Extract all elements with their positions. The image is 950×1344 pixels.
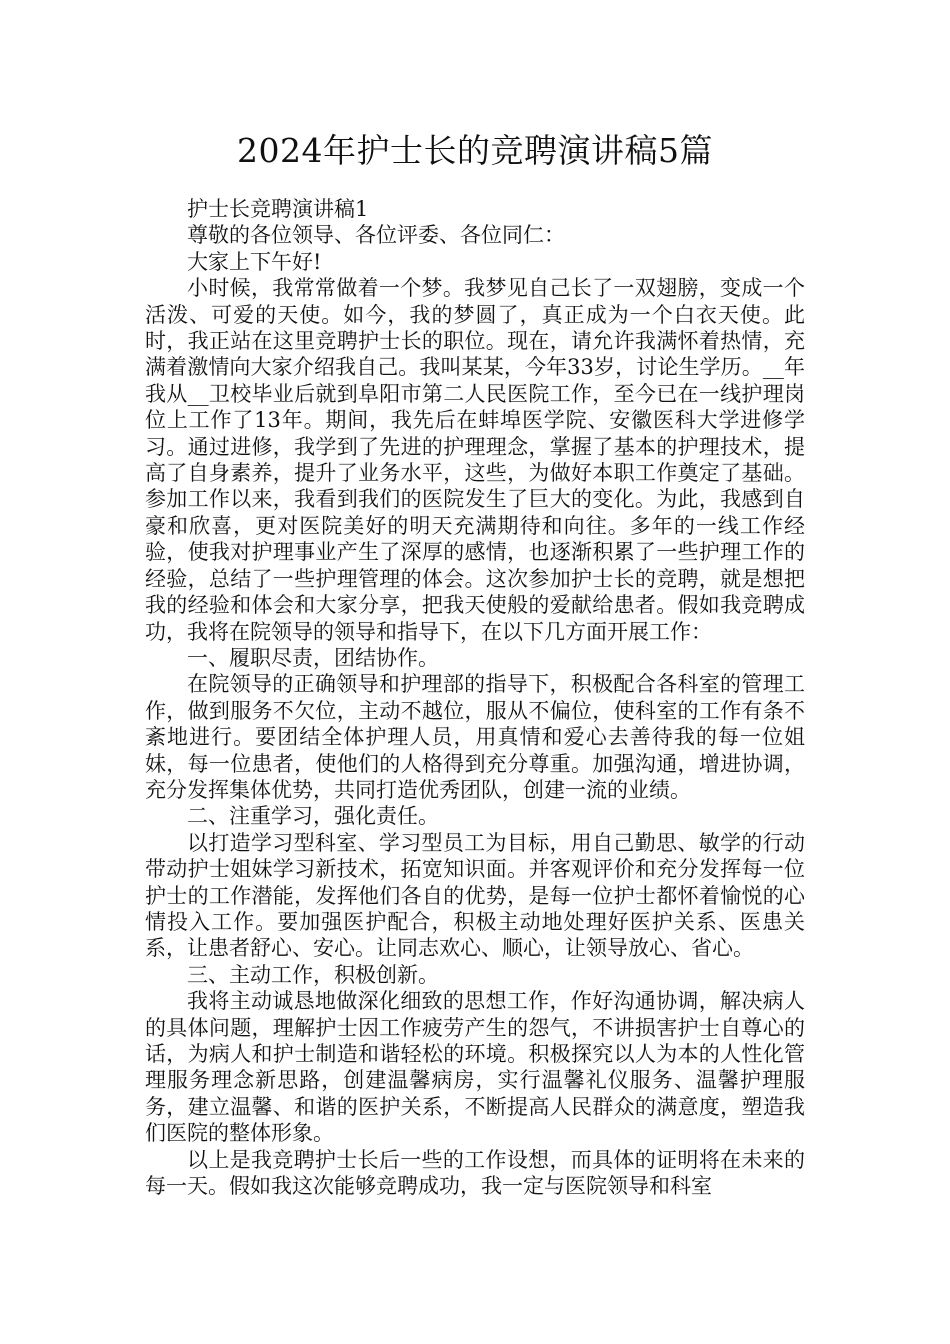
- paragraph-section-3: 我将主动诚恳地做深化细致的思想工作，作好沟通协调，解决病人的具体问题，理解护士因工作疲劳产生的怨气，不讲损害护士自尊心的话，为病人和护士制造和谐轻松的环境。积极探究以人为本的人性化管理服务理念新思路，创建温馨病房，实行温馨礼仪服务、温馨护理服务，建立温馨、和谐的医护关系，不断提高人民群众的满意度，塑造我们医院的整体形象。: [145, 989, 805, 1146]
- document-page: [145, 128, 805, 1199]
- paragraph-greeting: 大家上下午好!: [187, 249, 322, 274]
- document-title: 2024年护士长的竞聘演讲稿5篇: [237, 131, 713, 170]
- paragraph-salutation: 尊敬的各位领导、各位评委、各位同仁：: [187, 223, 565, 248]
- paragraph-heading: 护士长竞聘演讲稿1: [187, 197, 369, 221]
- section-heading-3: 三、主动工作，积极创新。: [187, 962, 439, 987]
- paragraph-section-1: 在院领导的正确领导和护理部的指导下，积极配合各科室的管理工作，做到服务不欠位，主动不越位，服从不偏位，使科室的工作有条不紊地进行。要团结全体护理人员，用真情和爱心去善待我的每一位姐妹，每一位患者，使他们的人格得到充分尊重。加强沟通，增进协调，充分发挥集体优势，共同打造优秀团队，创建一流的业绩。: [145, 672, 805, 802]
- paragraph-conclusion: 以上是我竞聘护士长后一些的工作设想，而具体的证明将在未来的每一天。假如我这次能够竞聘成功，我一定与医院领导和科室: [145, 1147, 805, 1199]
- paragraph-introduction: 小时候，我常常做着一个梦。我梦见自己长了一双翅膀，变成一个活泼、可爱的天使。如今，我的梦圆了，真正成为一个白衣天使。此时，我正站在这里竞聘护士长的职位。现在，请允许我满怀着热情，充满着激情向大家介绍我自己。我叫某某，今年33岁，讨论生学历。__年我从__卫校毕业后就到阜阳市第二人民医院工作，至今已在一线护理岗位上工作了13年。期间，我先后在蚌埠医学院、安徽医科大学进修学习。通过进修，我学到了先进的护理理念，掌握了基本的护理技术，提高了自身素养，提升了业务水平，这些，为做好本职工作奠定了基础。参加工作以来，我看到我们的医院发生了巨大的变化。为此，我感到自豪和欣喜，更对医院美好的明天充满期待和向往。多年的一线工作经验，使我对护理事业产生了深厚的感情，也逐渐积累了一些护理工作的经验，总结了一些护理管理的体会。这次参加护士长的竞聘，就是想把我的经验和体会和大家分享，把我天使般的爱献给患者。假如我竞聘成功，我将在院领导的领导和指导下，在以下几方面开展工作：: [145, 276, 805, 644]
- paragraph-section-2: 以打造学习型科室、学习型员工为目标，用自己勤思、敏学的行动带动护士姐妹学习新技术，拓宽知识面。并客观评价和充分发挥每一位护士的工作潜能，发挥他们各自的优势，是每一位护士都怀着愉悦的心情投入工作。要加强医护配合，积极主动地处理好医护关系、医患关系，让患者舒心、安心。让同志欢心、顺心，让领导放心、省心。: [145, 830, 805, 961]
- document-body: [145, 196, 805, 1199]
- section-heading-1: 一、履职尽责，团结协作。: [187, 645, 439, 670]
- section-heading-2: 二、注重学习，强化责任。: [187, 804, 439, 829]
